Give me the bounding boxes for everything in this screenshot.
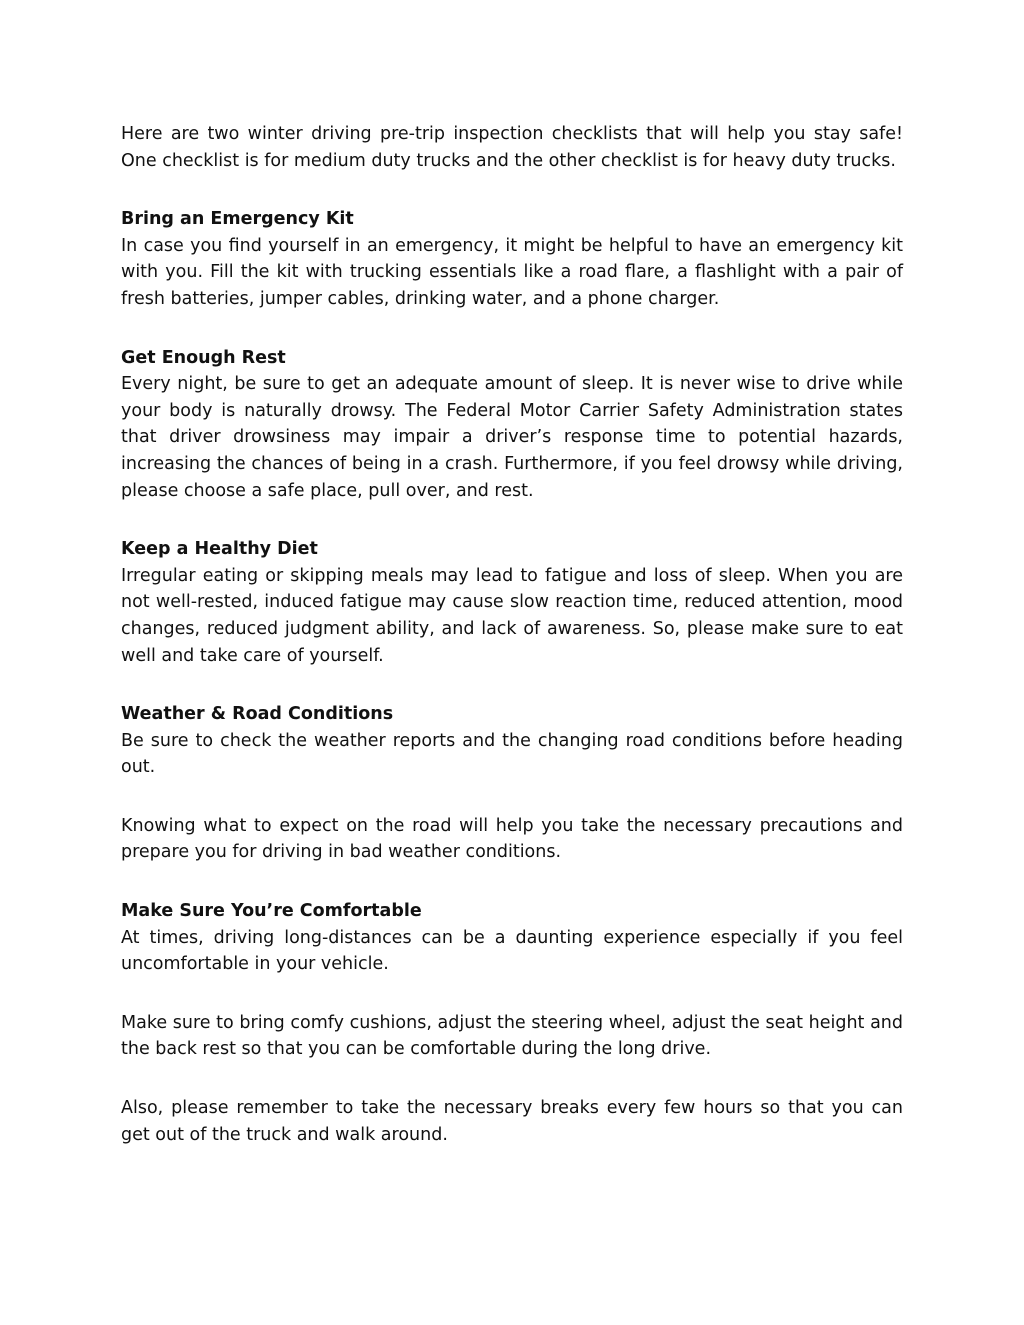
section-heading: Weather & Road Conditions	[121, 704, 394, 725]
section-paragraph: At times, driving long-distances can be a daunting experience especially if you feel uncomfortable in your vehicle.	[121, 927, 903, 975]
section-enough-rest	[121, 345, 903, 505]
section-heading: Get Enough Rest	[121, 347, 286, 368]
section-heading: Bring an Emergency Kit	[121, 209, 354, 230]
section-weather-road	[121, 701, 903, 866]
section-heading: Make Sure You’re Comfortable	[121, 901, 422, 922]
section-emergency-kit	[121, 206, 903, 312]
section-comfortable	[121, 898, 903, 1148]
section-paragraph: Every night, be sure to get an adequate amount of sleep. It is never wise to drive while your body is naturally drowsy. The Federal Motor Carrier Safety Administration states that driver drowsiness may impair a driver’s response time to potential hazards, increasing the chances of being in a crash. Furthermore, if you feel drowsy while driving, please choose a safe place, pull over, and rest.	[121, 374, 903, 501]
section-healthy-diet	[121, 536, 903, 669]
intro-paragraph: Here are two winter driving pre-trip inspection checklists that will help you stay safe! One checklist is for medium duty trucks and the other checklist is for heavy duty trucks.	[121, 124, 903, 171]
section-paragraph: Also, please remember to take the necessary breaks every few hours so that you can get out of the truck and walk around.	[121, 1098, 903, 1145]
document-page	[121, 121, 903, 1148]
section-paragraph: In case you find yourself in an emergency, it might be helpful to have an emergency kit with you. Fill the kit with trucking essentials like a road flare, a flashlight with a pair of fresh batteries, jumper cables, drinking water, and a phone charger.	[121, 235, 903, 309]
section-heading: Keep a Healthy Diet	[121, 539, 318, 560]
section-paragraph: Irregular eating or skipping meals may lead to fatigue and loss of sleep. When you are not well-rested, induced fatigue may cause slow reaction time, reduced attention, mood changes, reduced judgment ability, and lack of awareness. So, please make sure to eat well and take care of yourself.	[121, 565, 903, 666]
section-paragraph: Knowing what to expect on the road will help you take the necessary precautions and prepare you for driving in bad weather conditions.	[121, 815, 903, 863]
section-paragraph: Make sure to bring comfy cushions, adjust the steering wheel, adjust the seat height and the back rest so that you can be comfortable during the long drive.	[121, 1012, 903, 1060]
section-paragraph: Be sure to check the weather reports and the changing road conditions before heading out.	[121, 730, 903, 778]
